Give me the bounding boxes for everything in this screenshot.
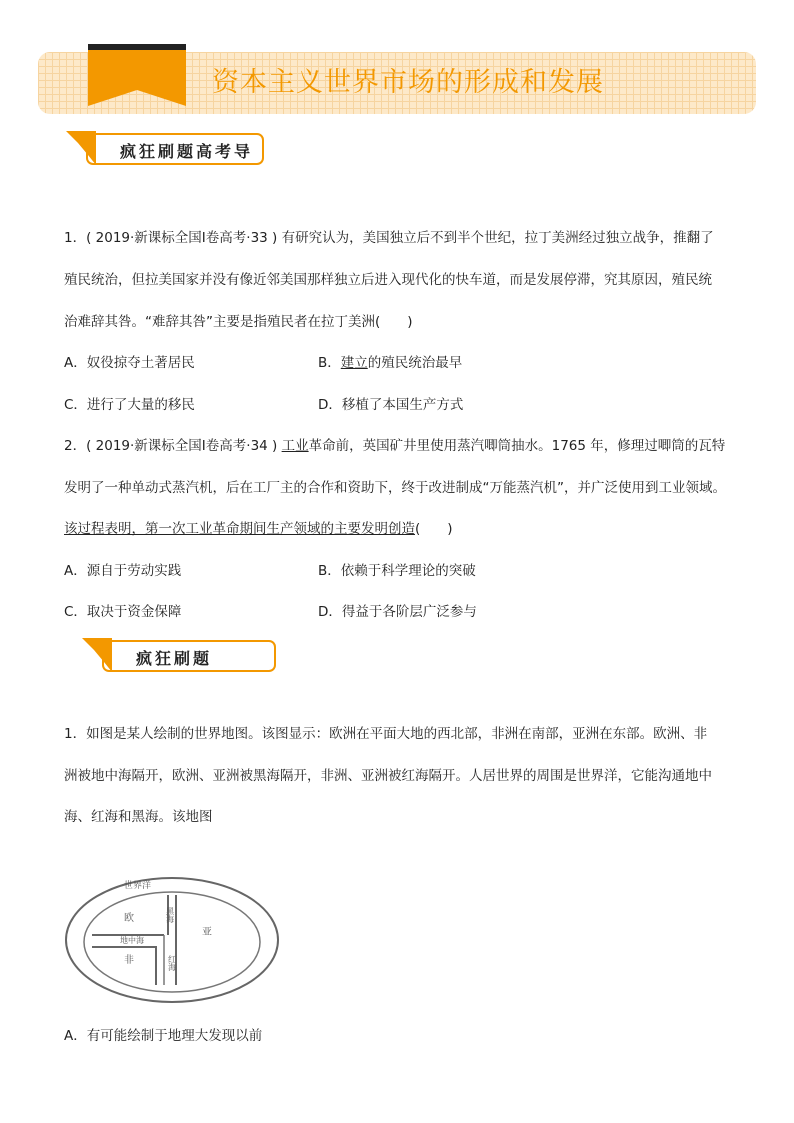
q3-option-a: A．有可能绘制于地理大发现以前 — [64, 1028, 263, 1044]
map-label-black-sea: 黑海 — [165, 907, 175, 923]
section-tab-icon — [66, 131, 100, 167]
option-prefix: B． — [318, 355, 341, 371]
q2-option-d: D．得益于各阶层广泛参与 — [318, 604, 477, 620]
q1-line-1: 1．( 2019·新课标全国Ⅰ卷高考·33 ) 有研究认为，美国独立后不到半个世纪，拉丁美洲经过独立战争，推翻了 — [64, 230, 714, 246]
ribbon-top-bar — [88, 44, 186, 50]
q2-line-1 — [64, 434, 725, 454]
q1-option-c: C．进行了大量的移民 — [64, 397, 195, 413]
page-title: 资本主义世界市场的形成和发展 — [212, 67, 604, 98]
q2-prefix: 2．( 2019·新课标全国Ⅰ卷高考·34 ) — [64, 438, 282, 454]
q1-line-2: 殖民统治，但拉美国家并没有像近邻美国那样独立后进入现代化的快车道，而是发展停滞，究其原因，殖民统 — [64, 272, 712, 288]
q3-line-1: 1．如图是某人绘制的世界地图。该图显示：欧洲在平面大地的西北部，非洲在南部，亚洲在东部。欧洲、非 — [64, 726, 708, 742]
q1-option-a: A．奴役掠夺土著居民 — [64, 355, 195, 371]
underlined-text: 该过程表明，第一次工业革命期间生产领域的主要发明创造 — [64, 521, 415, 537]
q1-option-d: D．移植了本国生产方式 — [318, 397, 464, 413]
option-text: 的殖民统治最早 — [367, 355, 463, 371]
underlined-text: 工业 — [281, 438, 309, 454]
section-title: 疯狂刷题高考导 — [120, 142, 254, 161]
q2-text: 革命前，英国矿井里使用蒸汽唧筒抽水。1765 年，修理过唧筒的瓦特 — [308, 438, 726, 454]
q1-option-b — [318, 351, 462, 371]
map-label-ocean: 世界洋 — [124, 881, 152, 891]
section-header-gaokao — [66, 133, 264, 165]
q3-line-2: 洲被地中海隔开，欧洲、亚洲被黑海隔开，非洲、亚洲被红海隔开。人居世界的周围是世界洋，它能沟通地中 — [64, 768, 712, 784]
q3-line-3: 海、红海和黑海。该地图 — [64, 809, 213, 825]
answer-blank: ( ) — [415, 521, 453, 537]
map-label-africa: 非 — [124, 955, 134, 966]
section-header-practice — [82, 640, 276, 672]
q2-line-2: 发明了一种单动式蒸汽机，后在工厂主的合作和资助下，终于改进制成“万能蒸汽机”，并广泛使用到工业领域。 — [64, 480, 726, 496]
map-label-europe: 欧 — [124, 913, 134, 924]
map-label-red-sea: 红海 — [167, 955, 177, 971]
world-map-figure — [62, 873, 282, 1007]
q2-option-c: C．取决于资金保障 — [64, 604, 182, 620]
section-tab-icon — [82, 638, 116, 674]
q2-line-3 — [64, 517, 453, 537]
map-label-mediterranean: 地中海 — [120, 936, 144, 945]
q2-option-a: A．源自于劳动实践 — [64, 563, 182, 579]
section-title: 疯狂刷题 — [136, 649, 213, 668]
underlined-text: 建立 — [340, 355, 368, 371]
map-label-asia: 亚 — [202, 927, 212, 938]
q2-option-b: B．依赖于科学理论的突破 — [318, 563, 476, 579]
q1-line-3: 治难辞其咎。“难辞其咎”主要是指殖民者在拉丁美洲( ) — [64, 314, 413, 330]
bookmark-ribbon-icon — [88, 44, 186, 106]
